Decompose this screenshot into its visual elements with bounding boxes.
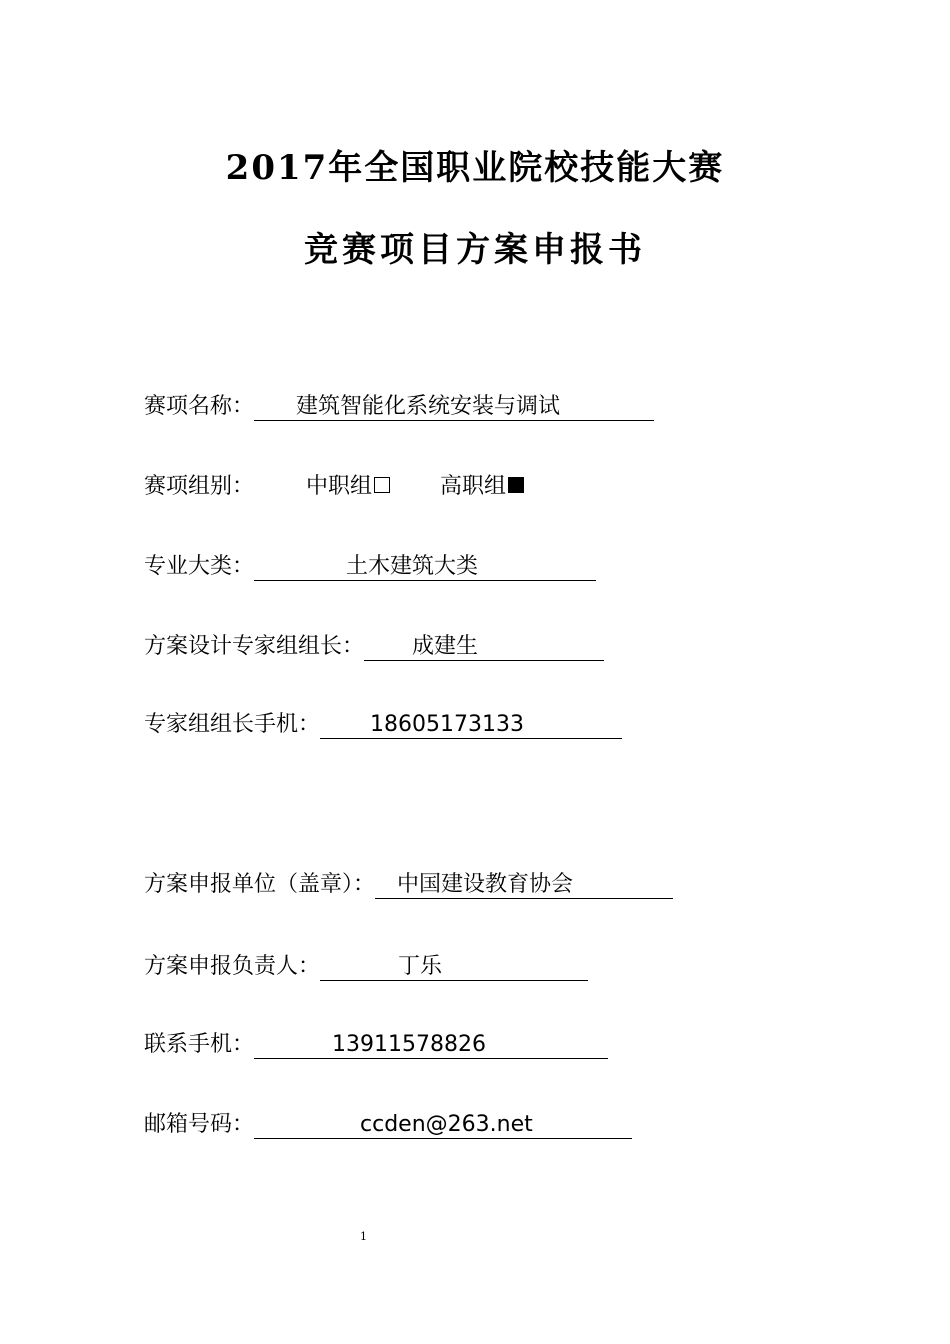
leader-row bbox=[144, 630, 604, 664]
unit-row bbox=[144, 868, 673, 902]
phone-row bbox=[144, 1028, 608, 1062]
unit-label: 方案申报单位（盖章）： bbox=[144, 872, 376, 897]
responsible-row bbox=[144, 950, 588, 984]
phone-field bbox=[254, 1028, 608, 1059]
group-option-secondary bbox=[306, 470, 390, 504]
leader-phone-label: 专家组组长手机： bbox=[144, 712, 321, 737]
phone-value: 13911578826 bbox=[332, 1032, 486, 1057]
major-label: 专业大类： bbox=[144, 554, 255, 579]
leader-field bbox=[364, 630, 604, 661]
leader-value: 成建生 bbox=[412, 634, 479, 659]
leader-phone-field bbox=[320, 708, 622, 739]
document-subtitle: 竞赛项目方案申报书 bbox=[304, 230, 646, 270]
group-option-higher-label: 高职组 bbox=[440, 474, 507, 499]
event-name-value: 建筑智能化系统安装与调试 bbox=[296, 394, 561, 419]
event-name-row bbox=[144, 390, 654, 424]
responsible-label: 方案申报负责人： bbox=[144, 954, 321, 979]
page-number: 1 bbox=[360, 1230, 367, 1243]
group-row bbox=[144, 470, 524, 504]
filled-checkbox-icon bbox=[508, 477, 524, 493]
unit-value: 中国建设教育协会 bbox=[397, 872, 574, 897]
leader-phone-row bbox=[144, 708, 622, 742]
responsible-value: 丁乐 bbox=[398, 954, 443, 979]
responsible-field bbox=[320, 950, 588, 981]
group-option-secondary-label: 中职组 bbox=[306, 474, 373, 499]
group-option-higher bbox=[440, 470, 524, 504]
group-label: 赛项组别： bbox=[144, 474, 255, 499]
major-value: 土木建筑大类 bbox=[346, 554, 479, 579]
major-row bbox=[144, 550, 596, 584]
event-name-field bbox=[254, 390, 654, 421]
email-label: 邮箱号码： bbox=[144, 1112, 255, 1137]
event-name-label: 赛项名称： bbox=[144, 394, 255, 419]
document-title: 2017年全国职业院校技能大赛 bbox=[225, 148, 725, 188]
email-field bbox=[254, 1108, 632, 1139]
phone-label: 联系手机： bbox=[144, 1032, 255, 1057]
leader-phone-value: 18605173133 bbox=[370, 712, 524, 737]
leader-label: 方案设计专家组组长： bbox=[144, 634, 365, 659]
unit-field bbox=[375, 868, 673, 899]
major-field bbox=[254, 550, 596, 581]
email-row bbox=[144, 1108, 632, 1142]
empty-checkbox-icon bbox=[374, 477, 390, 493]
email-value: ccden@263.net bbox=[360, 1112, 533, 1137]
